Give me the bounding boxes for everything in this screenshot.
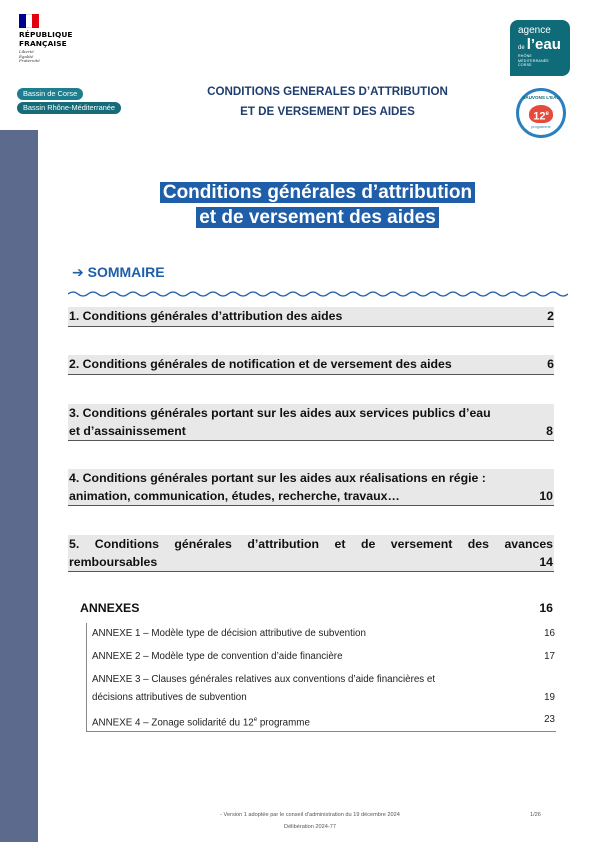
header-title-line2: ET DE VERSEMENT DES AIDES bbox=[240, 105, 415, 118]
wave-divider bbox=[68, 289, 568, 299]
footer-page-number: 1/26 bbox=[530, 812, 541, 818]
document-title-line1: Conditions générales d’attribution bbox=[160, 182, 475, 203]
annexes-heading-text: ANNEXES bbox=[80, 601, 140, 615]
motto-liberte: Liberté bbox=[19, 49, 34, 54]
toc-label-line1: 3. Conditions générales portant sur les aides aux services publics d’eau bbox=[69, 406, 491, 420]
republique-line2: FRANÇAISE bbox=[19, 38, 67, 48]
toc-section-1[interactable] bbox=[68, 307, 554, 333]
annex-page-number: 17 bbox=[544, 651, 555, 662]
toc-label: 2. Conditions générales de notification et de versement des aides bbox=[69, 357, 452, 371]
toc-section-4[interactable] bbox=[68, 469, 554, 506]
toc-label: 1. Conditions générales d’attribution des aides bbox=[69, 309, 343, 323]
badge-footer: programme bbox=[531, 125, 551, 129]
toc-label-line2: et d’assainissement bbox=[69, 423, 186, 438]
left-margin-bar bbox=[0, 130, 38, 842]
header-title bbox=[155, 82, 500, 122]
annex-label-pre: ANNEXE 4 – Zonage solidarité du 12 bbox=[92, 717, 254, 729]
footer-version: - Version 1 adoptée par le conseil d’administration du 19 décembre 2024 bbox=[220, 812, 400, 818]
bassin-rhone-label: Bassin Rhône-Méditerranée bbox=[17, 102, 121, 114]
annex-label: ANNEXE 1 – Modèle type de décision attributive de subvention bbox=[92, 628, 366, 639]
annex-label-line2: décisions attributives de subvention bbox=[92, 692, 247, 703]
motto-egalite: Égalité bbox=[19, 53, 34, 59]
footer-deliberation: Délibération 2024-77 bbox=[284, 824, 336, 830]
agency-de: de bbox=[518, 45, 525, 51]
annex-item-3[interactable] bbox=[92, 672, 555, 706]
annex-item-2[interactable] bbox=[92, 649, 555, 665]
toc-page-number: 10 bbox=[539, 488, 553, 503]
document-title bbox=[60, 180, 575, 230]
toc-page-number: 2 bbox=[547, 309, 554, 323]
toc-label-line1: 5. Conditions générales d’attribution et de versement des avances bbox=[69, 537, 553, 551]
header-title-line1: CONDITIONS GENERALES D’ATTRIBUTION bbox=[207, 85, 448, 98]
toc-label-line2: remboursables bbox=[69, 554, 158, 569]
agency-word: agence bbox=[518, 25, 551, 36]
toc-label-line2: animation, communication, études, recherche, travaux… bbox=[69, 488, 400, 503]
annex-page-number: 16 bbox=[544, 628, 555, 639]
toc-section-2[interactable] bbox=[68, 355, 554, 381]
agency-sub-corse: CORSE bbox=[518, 63, 532, 67]
toc-section-5[interactable] bbox=[68, 535, 554, 572]
annex-label bbox=[92, 712, 310, 731]
arrow-right-icon: ➔ bbox=[72, 264, 84, 280]
toc-page-number: 14 bbox=[539, 554, 553, 569]
toc-section-3[interactable] bbox=[68, 404, 554, 441]
agency-sub-mediterranee: MÉDITERRANÉE bbox=[518, 58, 549, 63]
programme-badge-icon bbox=[516, 88, 566, 138]
annex-page-number: 19 bbox=[544, 692, 555, 703]
annexes-heading[interactable] bbox=[80, 601, 553, 615]
annex-label-line1: ANNEXE 3 – Clauses générales relatives aux conventions d’aide financières et bbox=[92, 674, 436, 685]
bassin-corse-label: Bassin de Corse bbox=[17, 88, 83, 100]
annex-page-number: 23 bbox=[544, 714, 555, 725]
annex-item-4[interactable] bbox=[92, 712, 555, 731]
annexes-page-number: 16 bbox=[539, 601, 553, 615]
sommaire-heading-text: SOMMAIRE bbox=[87, 264, 165, 280]
badge-slogan: SAUVONS L’EAU bbox=[522, 95, 560, 100]
annex-label: ANNEXE 2 – Modèle type de convention d’aide financière bbox=[92, 651, 343, 662]
toc-page-number: 6 bbox=[547, 357, 554, 371]
annex-label-post: programme bbox=[257, 717, 310, 729]
sommaire-heading bbox=[72, 264, 165, 281]
badge-num-text: 12 bbox=[533, 110, 546, 123]
french-flag-icon bbox=[19, 14, 39, 28]
toc-label-line1: 4. Conditions générales portant sur les aides aux réalisations en régie : bbox=[69, 471, 486, 485]
motto-fraternite: Fraternité bbox=[19, 58, 40, 64]
agence-eau-logo bbox=[510, 20, 570, 76]
annex-item-1[interactable] bbox=[92, 626, 555, 642]
badge-number bbox=[529, 105, 553, 123]
toc-page-number: 8 bbox=[546, 423, 553, 438]
document-title-line2: et de versement des aides bbox=[196, 207, 439, 228]
agency-eau: l’eau bbox=[526, 36, 561, 53]
annex-label-sup: e bbox=[253, 717, 258, 723]
badge-num-sup: e bbox=[545, 111, 549, 117]
republique-motto bbox=[19, 50, 89, 64]
republique-line1: RÉPUBLIQUE bbox=[19, 30, 73, 39]
republique-francaise-logo bbox=[19, 14, 89, 64]
republique-title bbox=[19, 31, 89, 48]
agency-sub-rhone: RHÔNE bbox=[518, 54, 532, 58]
